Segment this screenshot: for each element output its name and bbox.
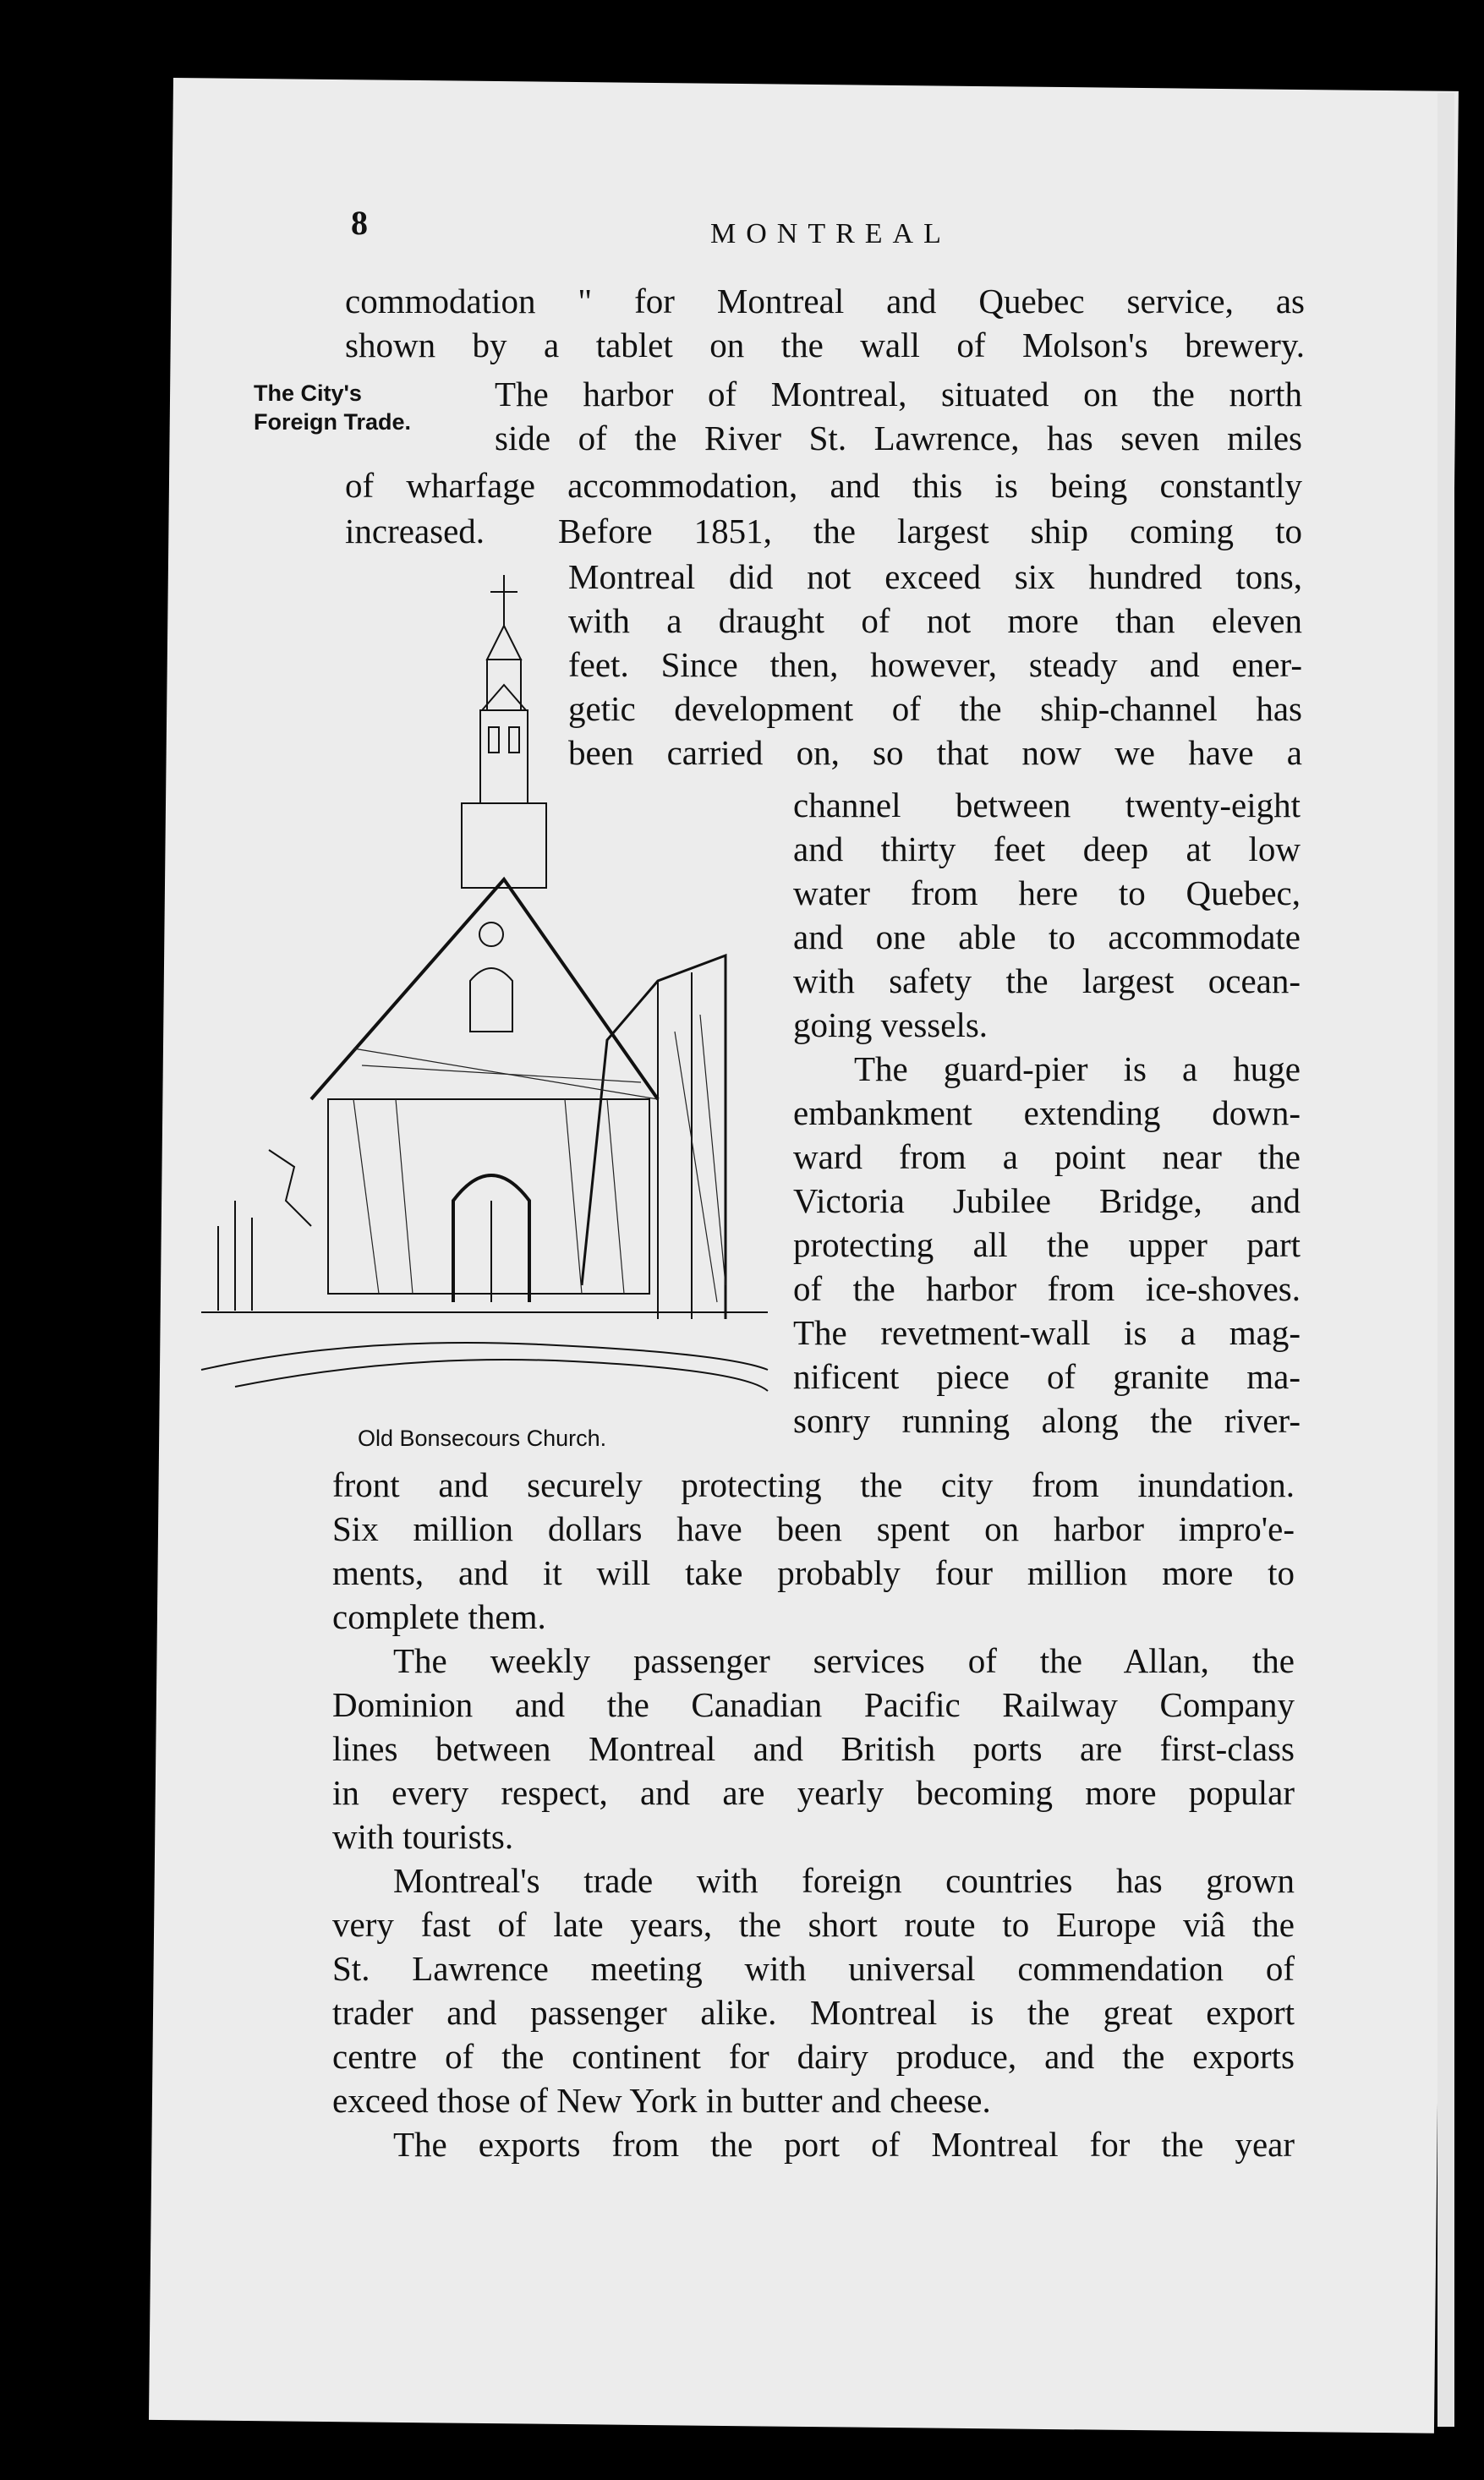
paragraph-harbor <box>495 372 1302 460</box>
page-number: 8 <box>351 204 368 242</box>
text-line: channel between twenty-eight <box>793 786 1301 824</box>
text-line: front and securely protecting the city from inundation. <box>332 1465 1295 1504</box>
text-line: with safety the largest ocean- <box>793 961 1301 1000</box>
side-note-line: The City's <box>254 380 362 406</box>
text-line: complete them. <box>332 1597 546 1636</box>
text-line: exceed those of New York in butter and cheese. <box>332 2081 991 2120</box>
text-line: ments, and it will take probably four million more to <box>332 1553 1295 1592</box>
text-line: St. Lawrence meeting with universal commendation of <box>332 1949 1295 1988</box>
text-line: in every respect, and are yearly becoming more popular <box>332 1773 1295 1812</box>
text-line: and one able to accommodate <box>793 917 1301 956</box>
text-line: very fast of late years, the short route to Europe viâ the <box>332 1905 1295 1944</box>
illustration-caption: Old Bonsecours Church. <box>358 1426 607 1451</box>
page-edge <box>1437 93 1454 2427</box>
text-line: getic development of the ship-channel has <box>568 689 1302 728</box>
text-line: nificent piece of granite ma- <box>793 1357 1301 1396</box>
text-line: trader and passenger alike. Montreal is the great export <box>332 1993 1295 2032</box>
paragraph-top <box>345 279 1305 367</box>
church-illustration <box>184 558 776 1404</box>
text-line: The exports from the port of Montreal for the year <box>393 2125 1295 2164</box>
text-line: of the harbor from ice-shoves. <box>793 1269 1301 1308</box>
text-line: Dominion and the Canadian Pacific Railway Company <box>332 1685 1295 1724</box>
text-line: going vessels. <box>793 1005 988 1044</box>
text-line: sonry running along the river- <box>793 1401 1301 1440</box>
text-line: Victoria Jubilee Bridge, and <box>793 1181 1301 1220</box>
text-line: water from here to Quebec, <box>793 873 1301 912</box>
text-line: ward from a point near the <box>793 1137 1301 1176</box>
paragraph-bottom <box>332 1463 1295 2166</box>
text-line: feet. Since then, however, steady and ener- <box>568 645 1302 684</box>
side-note <box>254 379 411 436</box>
text-line: Six million dollars have been spent on harbor impro'e- <box>332 1509 1295 1548</box>
paragraph-wharfage <box>345 463 1302 507</box>
text-line: protecting all the upper part <box>793 1225 1301 1264</box>
paragraph-before-1851 <box>558 509 1302 553</box>
text-line: The weekly passenger services of the Allan, the <box>393 1641 1295 1680</box>
text-line: commodation " for Montreal and Quebec service, as <box>345 282 1305 320</box>
text-line: of wharfage accommodation, and this is being constantly <box>345 466 1302 505</box>
text-line: Montreal's trade with foreign countries has grown <box>393 1861 1295 1900</box>
text-line: lines between Montreal and British ports are first-class <box>332 1729 1295 1768</box>
paragraph-narrow <box>793 783 1301 1443</box>
text-line: been carried on, so that now we have a <box>568 733 1302 772</box>
text-line: side of the River St. Lawrence, has seven miles <box>495 419 1302 457</box>
text-line: centre of the continent for dairy produce, and the exports <box>332 2037 1295 2076</box>
text-line: embankment extending down- <box>793 1093 1301 1132</box>
text-line: with a draught of not more than eleven <box>568 601 1302 640</box>
text-line: The harbor of Montreal, situated on the north <box>495 375 1302 413</box>
text-line: shown by a tablet on the wall of Molson's brewery. <box>345 326 1305 364</box>
text-fragment: increased. <box>345 512 485 550</box>
text-line: Montreal did not exceed six hundred tons, <box>568 557 1302 596</box>
side-note-line: Foreign Trade. <box>254 409 412 435</box>
text-line: Before 1851, the largest ship coming to <box>558 512 1302 550</box>
text-line: and thirty feet deep at low <box>793 829 1301 868</box>
text-line: with tourists. <box>332 1817 514 1856</box>
running-head: MONTREAL <box>710 218 951 249</box>
text-line: The guard-pier is a huge <box>854 1049 1301 1088</box>
text-line: The revetment-wall is a mag- <box>793 1313 1301 1352</box>
